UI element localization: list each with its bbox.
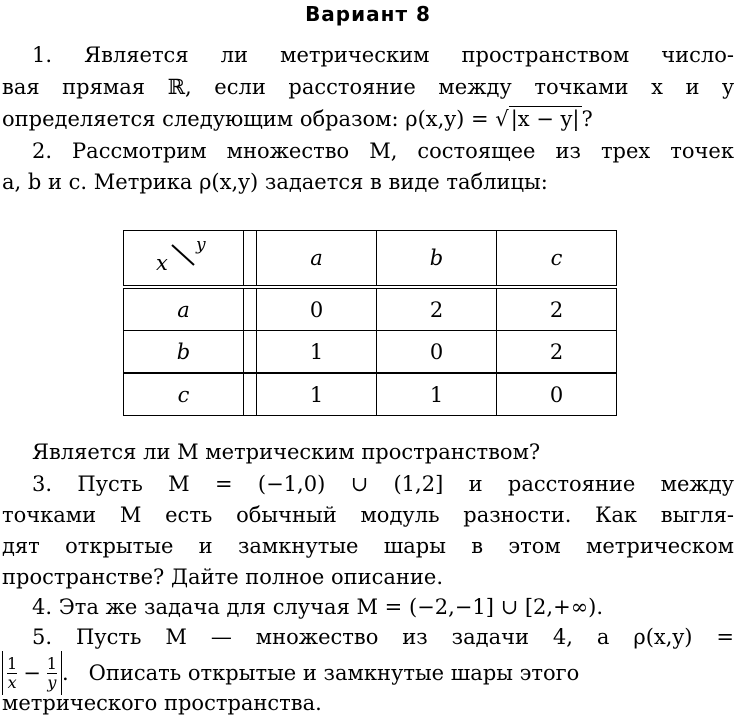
problem5-line2-text: . Описать открытые и замкнутые шары этого [61,661,580,685]
problem5-line1: 5. Пусть M — множество из задачи 4, а ρ(x,y) = [32,625,734,649]
table-row [124,287,617,331]
col-header: a [257,231,377,288]
table-cell: 2 [497,331,617,374]
col-header: c [497,231,617,288]
problem1-line1: 1. Является ли метрическим пространством число- [32,43,734,67]
table-cell: 1 [257,331,377,374]
corner-cell [124,231,244,288]
separator-cell [244,373,257,416]
problem3-line1: 3. Пусть M = (−1,0) ∪ (1,2] и расстояние между [32,472,734,496]
sqrt-radicand: |x − y| [510,107,580,131]
problem3-line4: пространстве? Дайте полное описание. [2,565,444,589]
problem4-line: 4. Эта же задача для случая M = (−2,−1] ∪ [2,+∞). [32,595,604,619]
table-cell: 0 [377,331,497,374]
separator-cell [244,231,257,288]
corner-diagonal [124,231,241,283]
row-header: b [124,331,244,374]
problem1-line3-end: ? [581,107,593,131]
table-cell: 2 [497,287,617,331]
table-cell: 1 [377,373,497,416]
corner-x: x [156,251,168,275]
table-cell: 0 [497,373,617,416]
table-row [124,373,617,416]
row-header: c [124,373,244,416]
problem2-question: Является ли M метрическим пространством? [32,440,541,464]
fraction-1-over-y: $\frac{1}{y}$ [46,653,57,692]
problem1-line3-text: определяется следующим образом: ρ(x,y) = √ [2,107,509,131]
separator-cell [244,331,257,374]
table-header-row [124,231,617,288]
problem3-line3: дят открытые и замкнутые шары в этом метрическом [2,534,734,558]
separator-cell [244,287,257,331]
col-header: b [377,231,497,288]
problem1-line3 [2,104,734,134]
variant-title: Вариант 8 [305,2,431,26]
problem1-line2: вая прямая ℝ, если расстояние между точками x и y [2,75,734,99]
problem2-line2: a, b и c. Метрика ρ(x,y) задается в виде таблицы: [2,170,548,194]
table-cell: 1 [257,373,377,416]
fraction-1-over-x: $\frac{1}{x}$ [7,653,18,692]
table-cell: 2 [377,287,497,331]
table-row [124,331,617,374]
metric-table [123,230,617,416]
problem2-line1: 2. Рассмотрим множество M, состоящее из трех точек [32,139,734,163]
table-cell: 0 [257,287,377,331]
problem5-line3: метрического пространства. [2,691,322,715]
problem3-line2: точками M есть обычный модуль разности. Как выгля- [2,503,734,527]
minus-sign: − [23,661,41,685]
corner-y: y [196,235,206,255]
row-header: a [124,287,244,331]
